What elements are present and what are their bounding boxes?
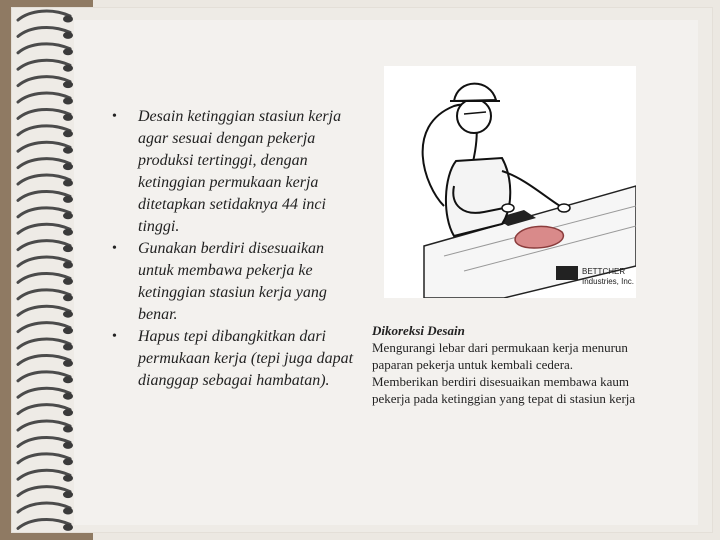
spiral-ring (18, 175, 73, 186)
spiral-ring (18, 191, 73, 202)
spiral-binding (0, 0, 90, 540)
spiral-ring (18, 142, 73, 153)
spiral-ring (18, 11, 73, 22)
bullet-item (112, 238, 362, 326)
caption-line: pekerja pada ketinggian yang tepat di stasiun kerja (372, 391, 636, 406)
spiral-ring (18, 437, 73, 448)
spiral-ring (18, 487, 73, 498)
caption-line: paparan pekerja untuk kembali cedera. (372, 357, 574, 372)
spiral-ring (18, 126, 73, 137)
logo-line1: BETTCHER (582, 267, 626, 276)
spiral-ring (18, 454, 73, 465)
worker-drawing (384, 66, 636, 298)
caption-title: Dikoreksi Desain (372, 323, 465, 338)
spiral-ring (18, 44, 73, 55)
caption-line: Memberikan berdiri disesuaikan membawa kaum (372, 374, 630, 389)
bullet-item (112, 326, 362, 392)
bullet-marker: • (112, 329, 117, 344)
worker-illustration (384, 66, 636, 298)
logo-line2: Industries, Inc. (582, 277, 635, 286)
spiral-ring (18, 388, 73, 399)
spiral-ring (18, 77, 73, 88)
spiral-ring (18, 421, 73, 432)
spiral-ring (18, 159, 73, 170)
spiral-ring (18, 109, 73, 120)
spiral-ring (18, 519, 73, 530)
spiral-ring (18, 355, 73, 366)
bullet-marker: • (112, 241, 117, 256)
spiral-ring (18, 306, 73, 317)
spiral-ring (18, 290, 73, 301)
bullet-text: Gunakan berdiri disesuaikan untuk membawa pekerja ke ketinggian stasiun kerja yang benar. (138, 240, 327, 323)
spiral-ring (18, 27, 73, 38)
spiral-ring (18, 323, 73, 334)
spiral-ring (18, 241, 73, 252)
spiral-ring (18, 224, 73, 235)
spiral-ring (18, 208, 73, 219)
bullet-item (112, 106, 362, 238)
spiral-ring (18, 503, 73, 514)
bullet-list (112, 106, 362, 392)
image-caption (372, 322, 672, 407)
spiral-ring (18, 60, 73, 71)
bullet-text: Hapus tepi dibangkitkan dari permukaan kerja (tepi juga dapat dianggap sebagai hambatan). (138, 328, 354, 389)
spiral-ring (18, 339, 73, 350)
spiral-ring (18, 93, 73, 104)
spiral-ring (18, 470, 73, 481)
bullet-marker: • (112, 109, 117, 124)
spiral-ring (18, 257, 73, 268)
caption-line: Mengurangi lebar dari permukaan kerja menurun (372, 340, 628, 355)
bullet-text: Desain ketinggian stasiun kerja agar sesuai dengan pekerja produksi tertinggi, dengan ketinggian permukaan kerja ditetapkan setidaknya 44 inci tinggi. (138, 108, 342, 235)
spiral-ring (18, 273, 73, 284)
spiral-ring (18, 372, 73, 383)
spiral-ring (18, 405, 73, 416)
